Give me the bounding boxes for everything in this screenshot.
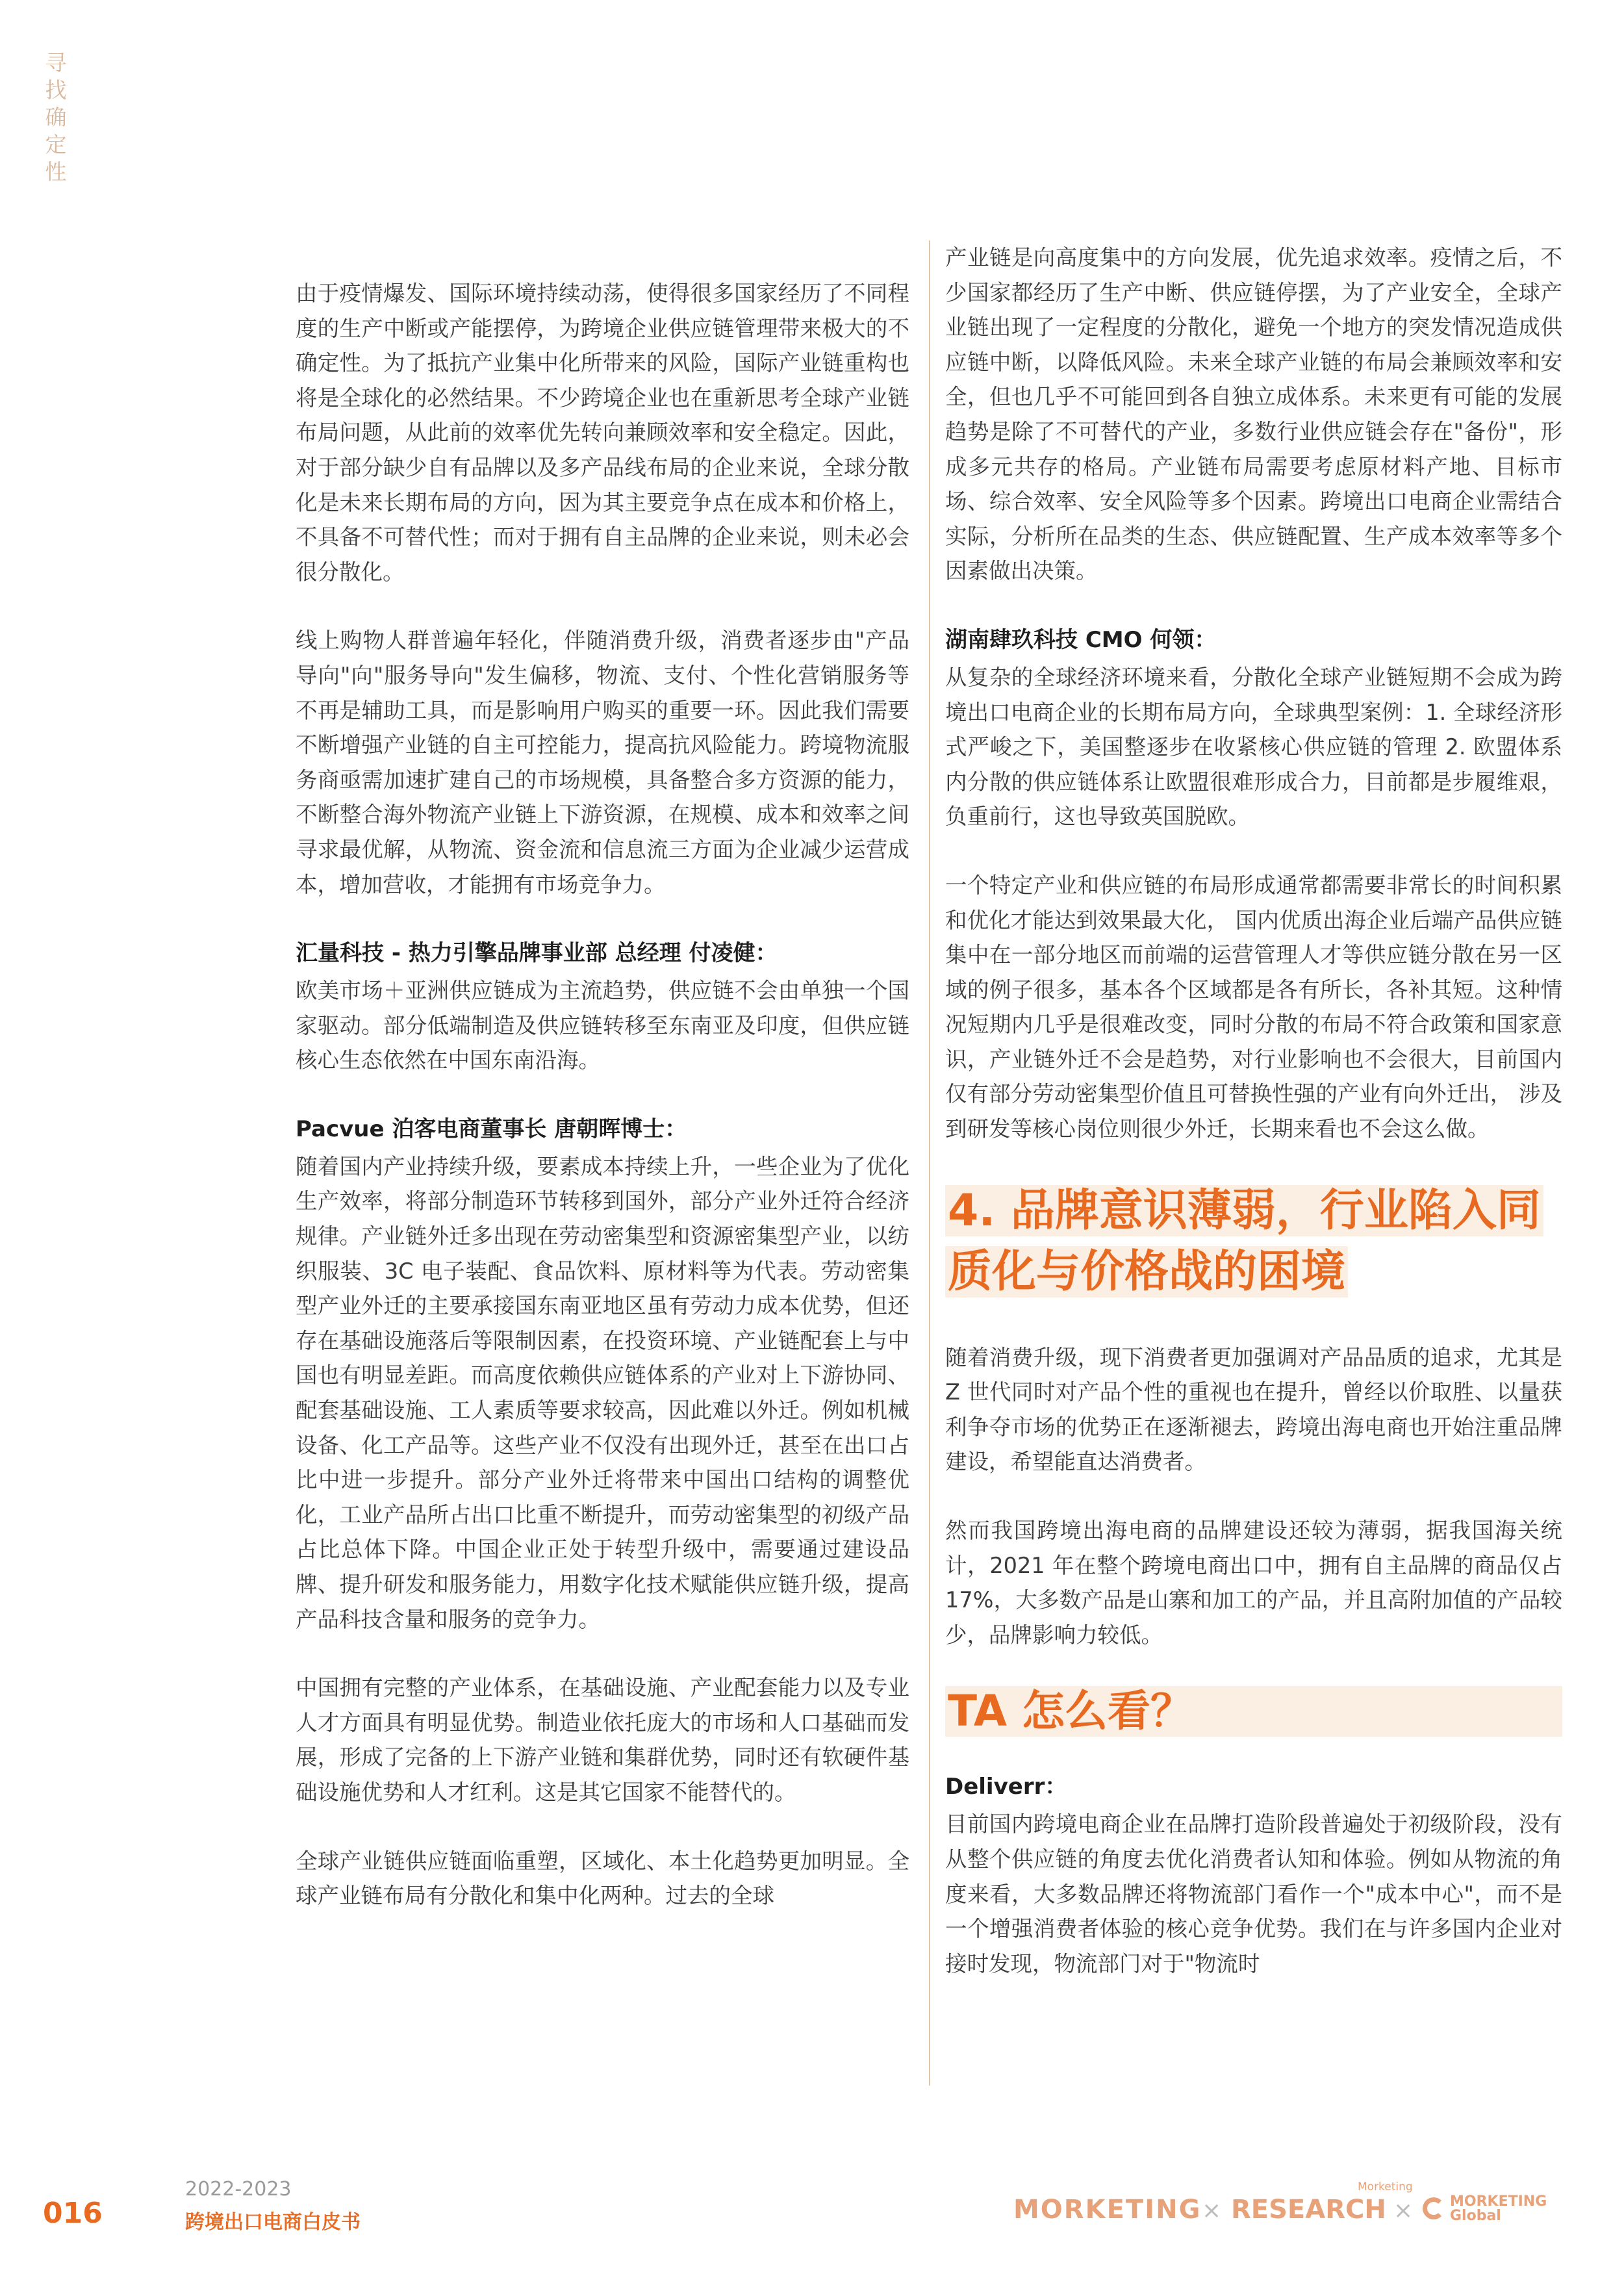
ta-title-text: TA 怎么看？	[948, 1686, 1193, 1737]
paragraph: 中国拥有完整的产业体系，在基础设施、产业配套能力以及专业人才方面具有明显优势。制造业依托庞大的市场和人口基础而发展，形成了完备的上下游产业链和集群优势，同时还有软硬件基础设施优势和人才红利。这是其它国家不能替代的。	[296, 1675, 909, 1805]
speaker-heading: 汇量科技 - 热力引擎品牌事业部 总经理 付凌健：	[296, 940, 778, 967]
paragraph: 然而我国跨境出海电商的品牌建设还较为薄弱，据我国海关统计，2021 年在整个跨境电商出口中，拥有自主品牌的商品仅占 17%，大多数产品是山寨和加工的产品，并且高附加值的产品较少，品牌影响力较低。	[945, 1518, 1562, 1648]
paragraph: 随着国内产业持续升级，要素成本持续上升，一些企业为了优化生产效率，将部分制造环节转移到国外，部分产业外迁符合经济规律。产业链外迁多出现在劳动密集型和资源密集型产业，以纺织服装、3C 电子装配、食品饮料、原材料等为代表。劳动密集型产业外迁的主要承接国东南亚地区虽有劳动力成本优势，但还存在基础设施落后等限制因素，在投资环境、产业链配套上与中国也有明显差距。而高度依赖供应链体系的产业对上下游协同、配套基础设施、工人素质等要求较高，因此难以外迁。例如机械设备、化工产品等。这些产业不仅没有出现外迁，甚至在出口占比中进一步提升。部分产业外迁将带来中国出口结构的调整优化，工业产品所占出口比重不断提升，而劳动密集型的初级产品占比总体下降。中国企业正处于转型升级中，需要通过建设品牌、提升研发和服务能力，用数字化技术赋能供应链升级，提高产品科技含量和服务的竞争力。	[296, 1153, 909, 1632]
paragraph: 由于疫情爆发、国际环境持续动荡，使得很多国家经历了不同程度的生产中断或产能摆停，为跨境企业供应链管理带来极大的不确定性。为了抵抗产业集中化所带来的风险，国际产业链重构也将是全球化的必然结果。不少跨境企业也在重新思考全球产业链布局问题，从此前的效率优先转向兼顾效率和安全稳定。因此，对于部分缺少自有品牌以及多产品线布局的企业来说，全球分散化是未来长期布局的方向，因为其主要竞争点在成本和价格上，不具备不可替代性；而对于拥有自主品牌的企业来说，则未必会很分散化。	[296, 281, 909, 585]
right-column	[945, 240, 1562, 2015]
side-title: 寻找确定性	[45, 50, 67, 185]
paragraph: 欧美市场＋亚洲供应链成为主流趋势，供应链不会由单独一个国家驱动。部分低端制造及供应链转移至东南亚及印度，但供应链核心生态依然在中国东南沿海。	[296, 978, 909, 1073]
column-divider	[929, 240, 930, 2086]
research-logo-tag: Morketing	[1358, 2180, 1413, 2193]
paragraph: 目前国内跨境电商企业在品牌打造阶段普遍处于初级阶段，没有从整个供应链的角度去优化消费者认知和体验。例如从物流的角度来看，大多数品牌还将物流部门看作一个"成本中心"，而不是一个增强消费者体验的核心竞争优势。我们在与许多国内企业对接时发现，物流部门对于"物流时	[945, 1811, 1562, 1976]
research-logo	[1231, 2180, 1413, 2225]
paragraph: 线上购物人群普遍年轻化，伴随消费升级，消费者逐步由"产品导向"向"服务导向"发生偏移，物流、支付、个性化营销服务等不再是辅助工具，而是影响用户购买的重要一环。因此我们需要不断增强产业链的自主可控能力，提高抗风险能力。跨境物流服务商亟需加速扩建自己的市场规模，具备整合多方资源的能力，不断整合海外物流产业链上下游资源，在规模、成本和效率之间寻求最优解，从物流、资金流和信息流三方面为企业减少运营成本，增加营收，才能拥有市场竞争力。	[296, 628, 909, 897]
morketing-logo: MORKETING	[1013, 2195, 1202, 2225]
page-number: 016	[43, 2197, 103, 2230]
paragraph: 从复杂的全球经济环境来看，分散化全球产业链短期不会成为跨境出口电商企业的长期布局方向，全球典型案例：1. 全球经济形式严峻之下，美国整逐步在收紧核心供应链的管理 2. 欧盟体系内分散的供应链体系让欧盟很难形成合力，目前都是步履维艰，负重前行，这也导致英国脱欧。	[945, 664, 1562, 830]
morketing-global-icon	[1423, 2197, 1445, 2219]
paragraph: 随着消费升级，现下消费者更加强调对产品品质的追求，尤其是 Z 世代同时对产品个性的重视也在提升，曾经以价取胜、以量获利争夺市场的优势正在逐渐褪去，跨境出海电商也开始注重品牌建设，希望能直达消费者。	[945, 1344, 1562, 1475]
morketing-global-bottom: Global	[1450, 2208, 1501, 2224]
paragraph: 全球产业链供应链面临重塑，区域化、本土化趋势更加明显。全球产业链布局有分散化和集中化两种。过去的全球	[296, 1848, 909, 1909]
logo-separator: ×	[1393, 2197, 1414, 2224]
morketing-global-top: MORKETING	[1450, 2193, 1547, 2210]
section-title	[945, 1181, 1562, 1303]
paragraph: 产业链是向高度集中的方向发展，优先追求效率。疫情之后，不少国家都经历了生产中断、供应链停摆，为了产业安全，全球产业链出现了一定程度的分散化，避免一个地方的突发情况造成供应链中断，以降低风险。未来全球产业链的布局会兼顾效率和安全，但也几乎不可能回到各自独立成体系。未来更有可能的发展趋势是除了不可替代的产业，多数行业供应链会存在"备份"，形成多元共存的格局。产业链布局需要考虑原材料产地、目标市场、综合效率、安全风险等多个因素。跨境出口电商企业需结合实际，分析所在品类的生态、供应链配置、生产成本效率等多个因素做出决策。	[945, 245, 1562, 584]
footer-logos	[1013, 2180, 1572, 2235]
morketing-global-logo	[1450, 2195, 1547, 2223]
footer-year: 2022-2023	[185, 2178, 292, 2201]
research-logo-text: RESEARCH	[1231, 2195, 1386, 2225]
paragraph: 一个特定产业和供应链的布局形成通常都需要非常长的时间积累和优化才能达到效果最大化， 国内优质出海企业后端产品供应链集中在一部分地区而前端的运营管理人才等供应链分散在另一区域的例子很多，基本各个区域都是各有所长，各补其短。这种情况短期内几乎是很难改变，同时分散的布局不符合政策和国家意识，产业链外迁不会是趋势，对行业影响也不会很大，目前国内仅有部分劳动密集型价值且可替换性强的产业有向外迁出， 涉及到研发等核心岗位则很少外迁，长期来看也不会这么做。	[945, 872, 1562, 1142]
left-column	[296, 276, 909, 1947]
footer-book-title: 跨境出口电商白皮书	[185, 2211, 361, 2234]
logo-separator: ×	[1202, 2197, 1222, 2224]
speaker-heading: Deliverr：	[945, 1774, 1067, 1800]
speaker-heading: Pacvue 泊客电商董事长 唐朝晖博士：	[296, 1116, 687, 1142]
speaker-heading: 湖南肆玖科技 CMO 何领：	[945, 626, 1217, 653]
ta-title	[945, 1686, 1562, 1737]
section-title-text: 4. 品牌意识薄弱，行业陷入同质化与价格战的困境	[945, 1185, 1543, 1297]
